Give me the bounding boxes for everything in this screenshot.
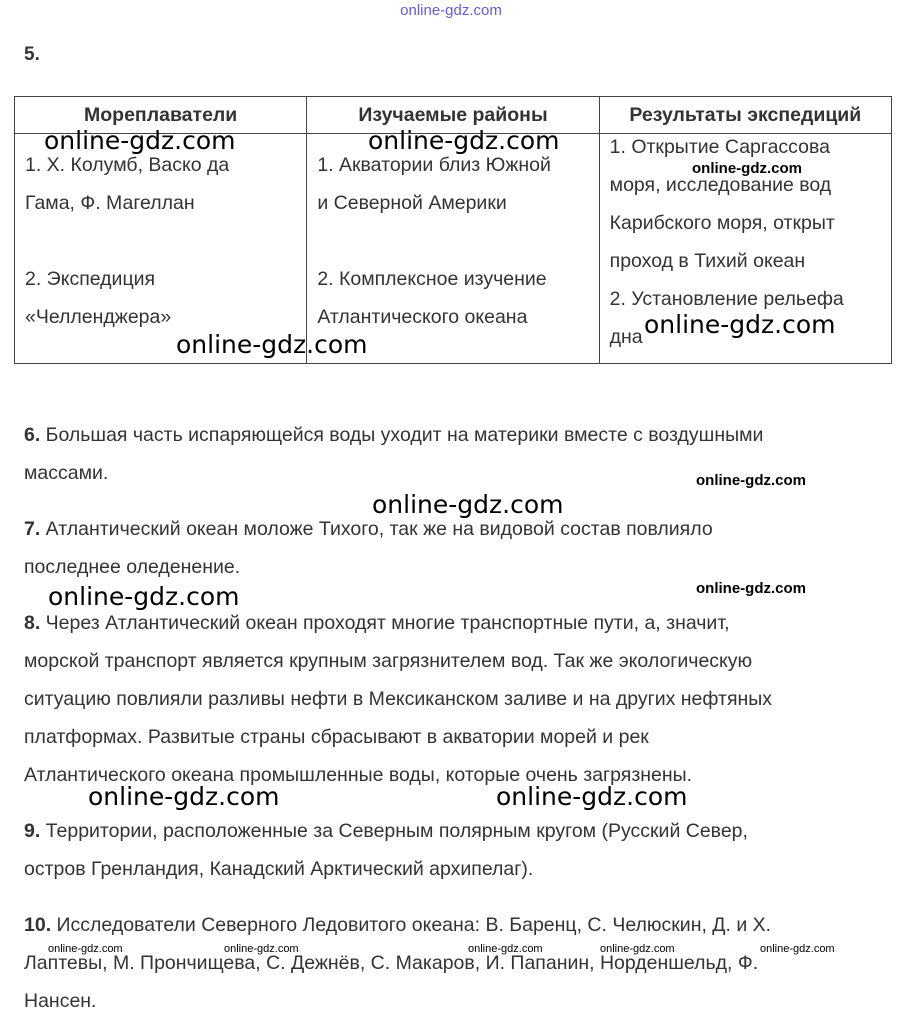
answer-8-line: 8. Через Атлантический океан проходят многие транспортные пути, а, значит, bbox=[24, 612, 730, 634]
watermark: online-gdz.com bbox=[692, 160, 802, 177]
answer-6-line: массами. bbox=[24, 462, 109, 484]
watermark: online-gdz.com bbox=[48, 943, 123, 955]
cell-line: Атлантического океана bbox=[317, 306, 528, 328]
watermark: online-gdz.com bbox=[644, 310, 836, 339]
watermark: online-gdz.com bbox=[760, 943, 835, 955]
task-5-number: 5. bbox=[24, 44, 40, 65]
answer-10 bbox=[24, 906, 771, 1020]
cell-line: дна bbox=[609, 326, 643, 348]
answer-8-line: платформах. Развитые страны сбрасывают в акватории морей и рек bbox=[24, 726, 649, 748]
cell-line: 2. Установление рельефа bbox=[609, 288, 844, 310]
watermark: online-gdz.com bbox=[224, 943, 299, 955]
watermark: online-gdz.com bbox=[696, 472, 806, 489]
answer-8-line: ситуацию повлияли разливы нефти в Мексиканском заливе и на других нефтяных bbox=[24, 688, 773, 710]
answer-9-line: 9. Территории, расположенные за Северным полярным кругом (Русский Север, bbox=[24, 820, 748, 842]
answer-7-line: последнее оледенение. bbox=[24, 556, 241, 578]
answer-10-line: 10. Исследователи Северного Ледовитого океана: В. Баренц, С. Челюскин, Д. и Х. bbox=[24, 914, 772, 936]
cell-regions bbox=[307, 134, 599, 364]
cell-line: проход в Тихий океан bbox=[609, 250, 806, 272]
top-watermark: online-gdz.com bbox=[400, 2, 502, 19]
watermark: online-gdz.com bbox=[368, 126, 560, 155]
watermark: online-gdz.com bbox=[496, 782, 688, 811]
answer-9-line: остров Гренландия, Канадский Арктический архипелаг). bbox=[24, 858, 534, 880]
cell-navigators bbox=[15, 134, 307, 364]
watermark: online-gdz.com bbox=[372, 490, 564, 519]
cell-line: и Северной Америки bbox=[317, 192, 507, 214]
answer-number: 6. bbox=[24, 424, 41, 446]
answer-number: 9. bbox=[24, 820, 41, 842]
cell-line: Карибского моря, открыт bbox=[609, 212, 835, 234]
answer-10-line: Лаптевы, М. Прончищева, С. Дежнёв, С. Макаров, И. Папанин, Норденшельд, Ф. bbox=[24, 952, 759, 974]
cell-line: Гама, Ф. Магеллан bbox=[25, 192, 195, 214]
watermark: online-gdz.com bbox=[88, 782, 280, 811]
answer-8-line: Атлантического океана промышленные воды, которые очень загрязнены. bbox=[24, 764, 693, 786]
answer-6-line: 6. Большая часть испаряющейся воды уходит на материки вместе с воздушными bbox=[24, 424, 764, 446]
cell-line: 1. Открытие Саргассова bbox=[609, 136, 830, 158]
header-navigators: Мореплаватели bbox=[15, 97, 307, 134]
answer-7-line: 7. Атлантический океан моложе Тихого, так же на видовой состав повлияло bbox=[24, 518, 713, 540]
header-results: Результаты экспедиций bbox=[599, 97, 891, 134]
answer-number: 10. bbox=[24, 914, 52, 936]
cell-line: 2. Комплексное изучение bbox=[317, 268, 547, 290]
answer-number: 7. bbox=[24, 518, 41, 540]
answer-9 bbox=[24, 812, 748, 888]
watermark: online-gdz.com bbox=[468, 943, 543, 955]
answer-8 bbox=[24, 604, 772, 794]
cell-line: 2. Экспедиция bbox=[25, 268, 156, 290]
watermark: online-gdz.com bbox=[176, 330, 368, 359]
cell-line: 1. Х. Колумб, Васко да bbox=[25, 154, 230, 176]
cell-line: 1. Акватории близ Южной bbox=[317, 154, 551, 176]
cell-line: моря, исследование вод bbox=[609, 174, 832, 196]
answer-6 bbox=[24, 416, 763, 492]
answer-10-line: Нансен. bbox=[24, 990, 97, 1012]
watermark: online-gdz.com bbox=[48, 582, 240, 611]
watermark: online-gdz.com bbox=[696, 580, 806, 597]
watermark: online-gdz.com bbox=[44, 126, 236, 155]
answer-number: 8. bbox=[24, 612, 41, 634]
header-regions: Изучаемые районы bbox=[307, 97, 599, 134]
cell-line: «Челленджера» bbox=[25, 306, 172, 328]
answer-7 bbox=[24, 510, 713, 586]
watermark: online-gdz.com bbox=[600, 943, 675, 955]
answer-8-line: морской транспорт является крупным загрязнителем вод. Так же экологическую bbox=[24, 650, 753, 672]
